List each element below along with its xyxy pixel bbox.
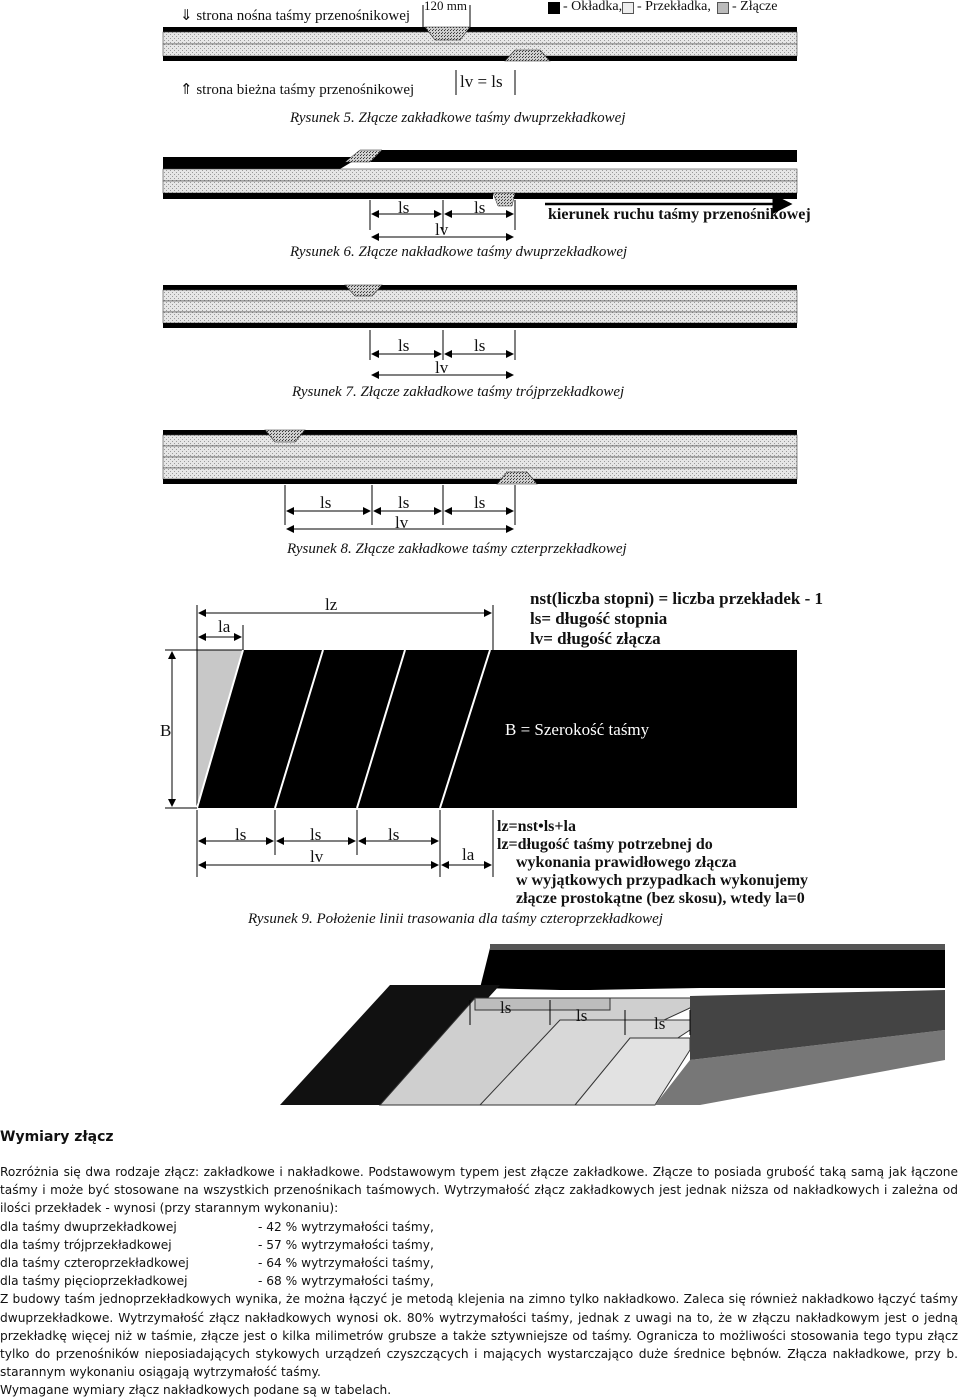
belt-type: dla taśmy dwuprzekładkowej [0, 1219, 177, 1234]
strength-value: - 68 % wytrzymałości taśmy, [258, 1274, 434, 1289]
lv-label: lv [435, 358, 449, 377]
lv-definition: lv= długość złącza [530, 629, 661, 648]
belt-type: dla taśmy pięcioprzekładkowej [0, 1274, 188, 1289]
lv-label: lv [310, 847, 324, 866]
ls-label: ls [474, 336, 486, 355]
legend-cover: - Okładka, [563, 0, 623, 14]
figure-5 [0, 0, 960, 140]
ls-label: ls [500, 998, 512, 1017]
figure-6 [0, 140, 960, 270]
B-label: B [160, 721, 172, 740]
list-item [0, 1272, 958, 1290]
ls-label: ls [474, 493, 486, 512]
splice-dimensions-section [0, 1128, 958, 1400]
carrying-side-label: ⇓ strona nośna taśmy przenośnikowej [180, 8, 411, 24]
lv-equals-ls: lv = ls [460, 72, 503, 91]
lz-def-line4: złącze prostokątne (bez skosu), wtedy la=0 [516, 890, 805, 907]
lz-def-line1: lz=długość taśmy potrzebnej do [497, 836, 713, 853]
n-st-definition: nst(liczba stopni) = liczba przekładek - 1 [530, 589, 824, 608]
strength-value: - 57 % wytrzymałości taśmy, [258, 1237, 434, 1252]
la-label: la [462, 845, 475, 864]
ls-label: ls [398, 336, 410, 355]
figure-7-caption: Rysunek 7. Złącze zakładkowe taśmy trójprzekładkowej [292, 384, 625, 400]
legend-splice: - Złącze [732, 0, 778, 14]
ls-label: ls [576, 1006, 588, 1025]
lz-label: lz [325, 595, 338, 614]
lz-def-line3: w wyjątkowych przypadkach wykonujemy [516, 872, 809, 889]
running-side-label: ⇑ strona bieżna taśmy przenośnikowej [180, 82, 415, 98]
section-title: Wymiary złącz [0, 1129, 114, 1145]
step-illustration-drawing [0, 930, 960, 1110]
figure-9-caption: Rysunek 9. Położenie linii trasowania dla taśmy czteroprzekładkowej [248, 911, 663, 927]
ls-label: ls [398, 198, 410, 217]
list-item [0, 1236, 958, 1254]
paragraph-2: Z budowy taśm jednoprzekładkowych wynika, że można łączyć je metodą klejenia na zimno tylko nakładkowo. Zaleca się również nakładkowo łączyć taśmy dwuprzekładkowe. Wytrzymałość złącz nakładkowych wynosi ok. 80% wytrzymałości taśmy, jednak z uwagi na to, że w złączu nakładkowym jest o jedną przekładkę więcej niż w taśmie, złącze jest o kilka milimetrów grubsze a także sztywniejsze od taśmy. Ogranicza to możliwości stosowania tego typu złącz tylko do przenośników nieposiadających stykowych urządzeń czyszczących i mających wystarczająco duże średnice bębnów. Złącza nakładkowe, przy b. starannym wykonaniu osiągają wytrzymałość taśmy. [0, 1292, 958, 1380]
ls-label: ls [388, 825, 400, 844]
paragraph-3: Wymagane wymiary złącz nakładkowych podane są w tabelach. [0, 1383, 392, 1398]
ls-label: ls [398, 493, 410, 512]
width-definition: B = Szerokość taśmy [505, 720, 650, 739]
strength-value: - 42 % wytrzymałości taśmy, [258, 1219, 434, 1234]
lz-formula: lz=nst•ls+la [497, 818, 576, 835]
list-item [0, 1254, 958, 1272]
figure-6-caption: Rysunek 6. Złącze nakładkowe taśmy dwuprzekładkowej [290, 244, 628, 260]
ls-label: ls [235, 825, 247, 844]
lv-label: lv [435, 220, 449, 239]
ls-label: ls [320, 493, 332, 512]
ls-label: ls [310, 825, 322, 844]
paragraph-1: Rozróżnia się dwa rodzaje złącz: zakładkowe i nakładkowe. Podstawowym typem jest złącze zakładkowe. Złącze to posiada grubość taką samą jak łączone taśmy i może być stosowane na wszystkich przenośnikach taśmowych. Wytrzymałość złącz zakładkowych jest jednak niższa od nakładkowych i zależna od ilości przekładek - wynosi (przy starannym wykonaniu): [0, 1165, 958, 1216]
figure-9-drawing [0, 585, 960, 930]
legend-ply: - Przekładka, [637, 0, 711, 14]
ls-definition: ls= długość stopnia [530, 609, 668, 628]
belt-type: dla taśmy czteroprzekładkowej [0, 1256, 189, 1271]
figure-7 [0, 280, 960, 410]
direction-label: kierunek ruchu taśmy przenośnikowej [548, 206, 811, 223]
belt-type: dla taśmy trójprzekładkowej [0, 1237, 172, 1252]
step-illustration [0, 930, 960, 1110]
list-item [0, 1218, 958, 1236]
figure-8-caption: Rysunek 8. Złącze zakładkowe taśmy czterprzekładkowej [287, 541, 627, 557]
strength-value: - 64 % wytrzymałości taśmy, [258, 1256, 434, 1271]
figure-5-caption: Rysunek 5. Złącze zakładkowe taśmy dwuprzekładkowej [290, 110, 626, 126]
lv-label: lv [395, 513, 409, 532]
figure-8 [0, 425, 960, 565]
figure-9 [0, 585, 960, 930]
dimension-120mm: 120 mm [424, 0, 467, 13]
lz-def-line2: wykonania prawidłowego złącza [516, 854, 737, 871]
ls-label: ls [474, 198, 486, 217]
la-label: la [218, 617, 231, 636]
ls-label: ls [654, 1014, 666, 1033]
strength-list [0, 1218, 958, 1291]
